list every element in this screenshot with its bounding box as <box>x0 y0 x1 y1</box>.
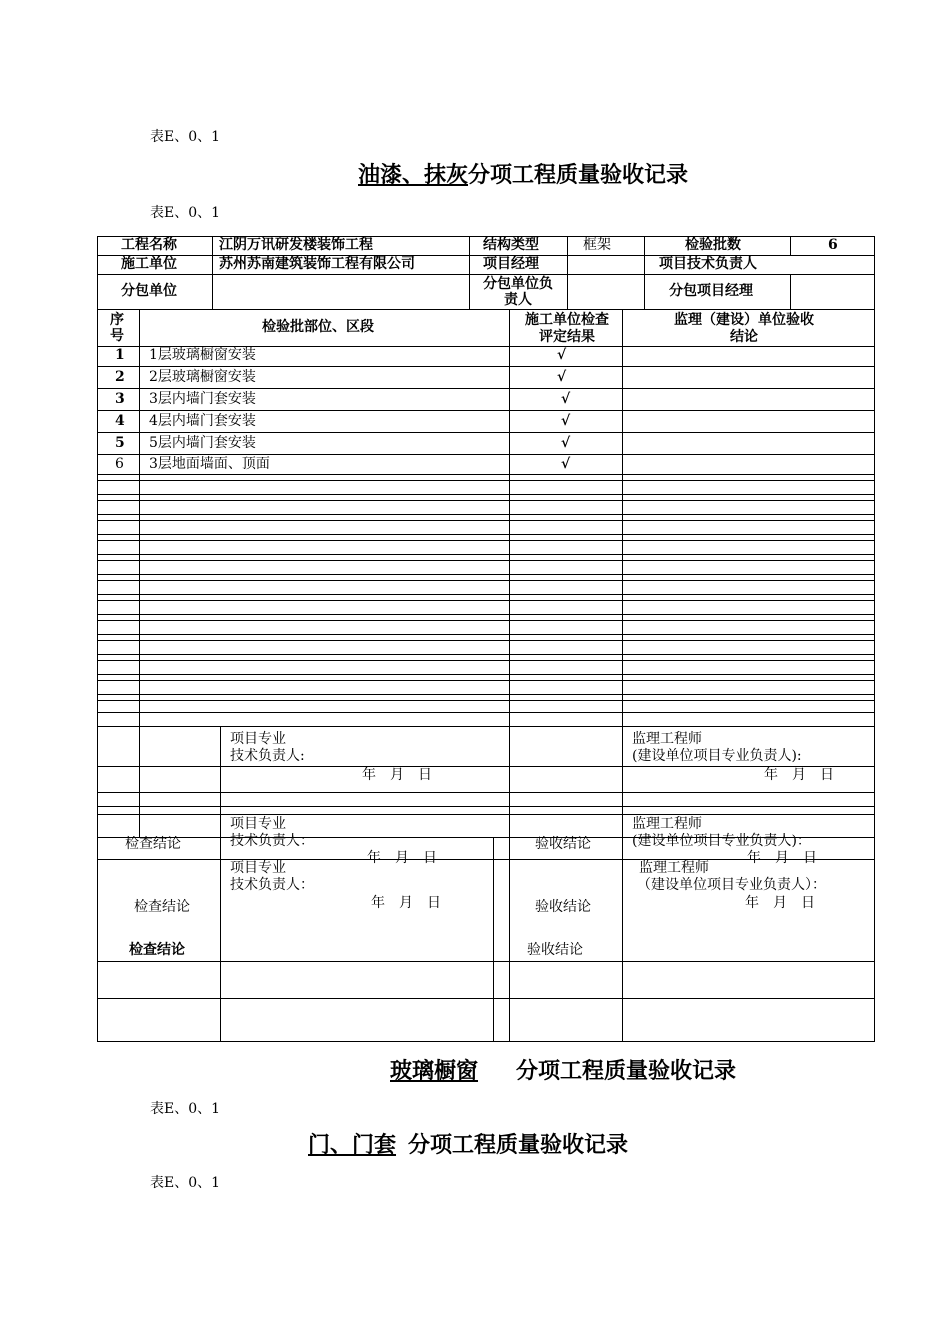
sign-right-line1: 监理工程师 <box>632 816 702 832</box>
structure-type-value: 框架 <box>583 237 611 253</box>
contractor-value: 苏州苏南建筑装饰工程有限公司 <box>219 256 415 272</box>
section-title <box>308 1128 628 1159</box>
row-location: 3层地面墙面、顶面 <box>149 456 270 472</box>
row-no: 1 <box>115 347 125 363</box>
title-rest: 分项工程质量验收记录 <box>468 162 689 188</box>
accept-conclusion-label: 验收结论 <box>535 899 591 915</box>
row-location: 2层玻璃橱窗安装 <box>149 369 256 385</box>
subcontractor-label: 分包单位 <box>121 283 177 299</box>
sub-lead-label: 分包单位负责人 <box>483 276 553 308</box>
col-no-header: 序号 <box>110 312 124 344</box>
sign-left-date: 年 月 日 <box>371 895 441 911</box>
row-no: 3 <box>115 391 125 407</box>
check-conclusion-label: 检查结论 <box>134 899 190 915</box>
accept-conclusion-label: 验收结论 <box>535 836 591 852</box>
sign-right-line1: 监理工程师 <box>632 731 702 747</box>
check-mark: √ <box>557 347 567 363</box>
inspection-table <box>97 236 875 1042</box>
title-subject: 门、门套 <box>308 1132 397 1158</box>
sign-right-line2: (建设单位项目专业负责人): <box>632 748 802 764</box>
row-no: 4 <box>115 413 125 429</box>
title-subject: 玻璃橱窗 <box>390 1058 479 1084</box>
check-mark: √ <box>561 435 571 451</box>
title-rest: 分项工程质量验收记录 <box>408 1132 629 1158</box>
sign-left-line2: 技术负责人： <box>230 833 314 849</box>
row-location: 4层内墙门套安装 <box>149 413 256 429</box>
sign-right-date: 年 月 日 <box>764 767 834 783</box>
row-no: 2 <box>115 369 125 385</box>
row-location: 3层内墙门套安装 <box>149 391 256 407</box>
sign-right-date: 年 月 日 <box>745 895 815 911</box>
tech-lead-label: 项目技术负责人 <box>659 256 757 272</box>
sign-left-line1: 项目专业 <box>230 860 286 876</box>
sign-left-date: 年 月 日 <box>362 767 432 783</box>
check-conclusion-label: 检查结论 <box>125 836 181 852</box>
form-code: 表E、0、1 <box>150 1101 221 1117</box>
form-code: 表E、0、1 <box>150 205 221 221</box>
project-name-label: 工程名称 <box>121 237 177 253</box>
sign-right-line1: 监理工程师 <box>639 860 709 876</box>
sign-left-line2: 技术负责人： <box>230 877 314 893</box>
title-rest: 分项工程质量验收记录 <box>516 1058 737 1084</box>
row-location: 5层内墙门套安装 <box>149 435 256 451</box>
col-location-header: 检验批部位、区段 <box>262 319 374 335</box>
check-mark: √ <box>561 391 571 407</box>
row-location: 1层玻璃橱窗安装 <box>149 347 256 363</box>
project-name-value: 江阴万讯研发楼装饰工程 <box>219 237 373 253</box>
page-title <box>330 158 688 189</box>
col-supervisor-header: 监理（建设）单位验收结论 <box>674 312 814 345</box>
accept-conclusion-label: 验收结论 <box>527 942 583 958</box>
batch-count-label: 检验批数 <box>685 237 741 253</box>
form-code: 表E、0、1 <box>150 129 221 145</box>
check-mark: √ <box>561 456 571 472</box>
row-no: 6 <box>115 456 124 472</box>
structure-type-label: 结构类型 <box>483 237 539 253</box>
sign-left-date: 年 月 日 <box>367 850 437 866</box>
check-mark: √ <box>561 413 571 429</box>
sign-left-line1: 项目专业 <box>230 816 286 832</box>
sign-right-line2: （建设单位项目专业负责人）： <box>637 877 826 893</box>
section-title <box>330 1054 736 1085</box>
batch-count-value: 6 <box>828 237 838 253</box>
sign-right-date: 年 月 日 <box>747 850 817 866</box>
col-contractor-result-header: 施工单位检查评定结果 <box>525 312 609 345</box>
sign-left-line1: 项目专业 <box>230 731 286 747</box>
pm-label: 项目经理 <box>483 256 539 272</box>
check-conclusion-label: 检查结论 <box>129 942 185 958</box>
form-code: 表E、0、1 <box>150 1175 221 1191</box>
sub-pm-label: 分包项目经理 <box>669 283 753 299</box>
check-mark: √ <box>557 369 567 385</box>
sign-left-line2: 技术负责人: <box>230 748 305 764</box>
title-subject: 油漆、抹灰 <box>358 162 469 188</box>
sign-right-line2: (建设单位项目专业负责人)： <box>632 833 811 849</box>
row-no: 5 <box>115 435 125 451</box>
contractor-label: 施工单位 <box>121 256 177 272</box>
